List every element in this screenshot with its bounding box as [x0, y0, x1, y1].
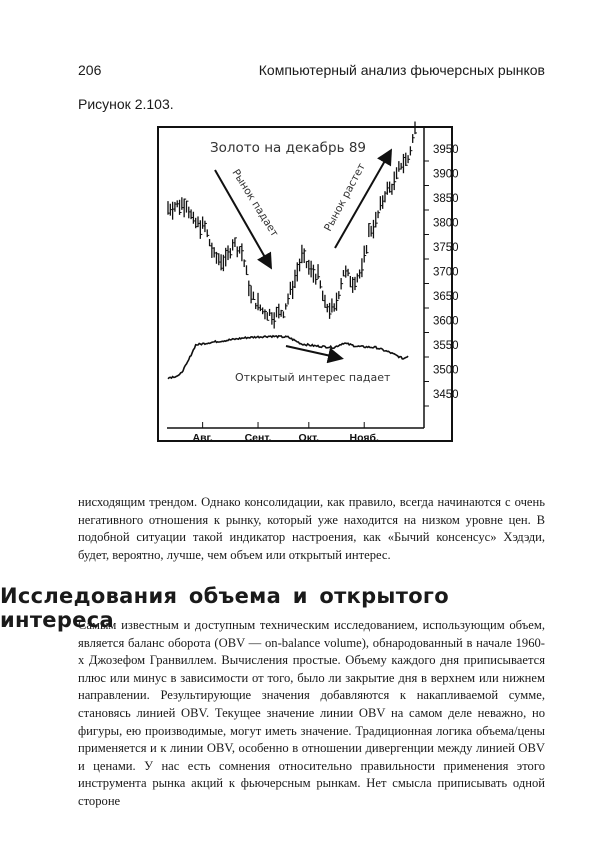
annotation-down: Рынок падает: [229, 167, 281, 240]
y-tick-label: 3500: [433, 364, 459, 377]
x-tick-label: Сент.: [244, 432, 272, 444]
y-tick-label: 3750: [433, 242, 459, 254]
y-tick-label: 3450: [433, 389, 459, 401]
y-tick-label: 3950: [433, 144, 459, 156]
y-tick-label: 3850: [433, 193, 459, 205]
chart-frame: [158, 127, 452, 441]
paragraph: нисходящим трендом. Однако консолидации, как правило, всегда начинаются с очень негативного отношения к рынку, который уже находится на низком уровне цен. В подобной ситуации такой индикатор настроения, как «Бычий консенсус» Хэдэди, будет, вероятно, лучше, чем объем или открытый интерес.: [78, 495, 545, 562]
annotation-up: Рынок растет: [322, 161, 368, 234]
figure-caption: Рисунок 2.103.: [78, 96, 174, 112]
chart-title: Золото на декабрь 89: [210, 140, 366, 156]
y-tick-label: 3700: [433, 266, 459, 279]
x-tick-label: Окт.: [298, 432, 320, 444]
y-tick-label: 3650: [433, 291, 459, 303]
y-tick-label: 3900: [433, 168, 459, 181]
x-tick-label: Авг.: [192, 432, 213, 444]
section-heading: Исследования объема и открытого интереса: [0, 584, 449, 632]
x-tick-label: Нояб.: [349, 432, 379, 444]
y-tick-label: 3600: [433, 315, 459, 328]
y-tick-label: 3800: [433, 217, 459, 230]
paragraph: Самым известным и доступным техническим исследованием, использующим объем, является баланс оборота (OBV — on-balance volume), обнародованный в начале 1960-х Джозефом Гранвиллем. Вычисления простые. Объему каждого дня приписывается плюс или минус в зависимости от того, было ли закрытие дня в верхнем или нижнем направлении. Результирующие значения добавляются к накапливаемой сумме, становясь линией OBV. Текущее значение линии OBV на самом деле неважно, но фигуры, ею производимые, могут иметь значение. Традиционная логика объема/цены применяется и к линии OBV, особенно в отношении дивергенции между линией OBV и ценами. У нас есть сомнения относительно правильности применения этого инструмента рынка акций к фьючерсным рынкам. Нет смысла приписывать одной стороне: [78, 618, 545, 808]
page-number: 206: [78, 62, 102, 78]
annotation-oi: Открытый интерес падает: [235, 371, 391, 384]
y-tick-label: 3550: [433, 340, 459, 352]
running-title: Компьютерный анализ фьючерсных рынков: [258, 62, 545, 78]
